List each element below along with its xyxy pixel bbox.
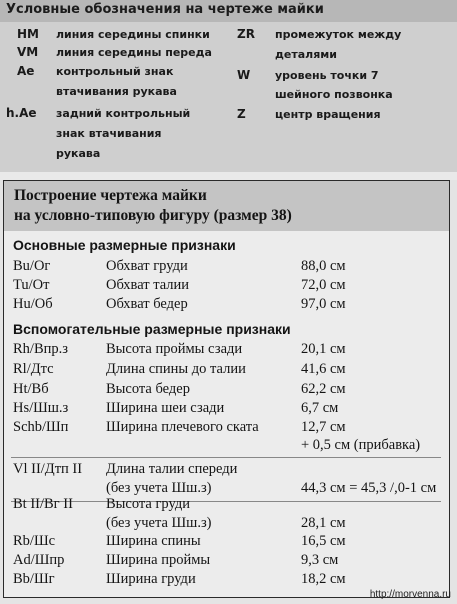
cell-name: Высота проймы сзади (106, 341, 243, 357)
legend-desc: шейного позвонка (275, 88, 393, 101)
cell-value-addition: + 0,5 см (прибавка) (301, 437, 421, 453)
legend-desc: линия середины переда (56, 46, 212, 59)
section-heading: Вспомогательные размерные признаки (13, 321, 291, 337)
row-divider (11, 457, 441, 458)
cell-code: Schb/Шп (13, 419, 69, 435)
cell-name: Ширина проймы (106, 552, 211, 568)
legend-abbr: HM (17, 27, 39, 41)
legend-desc: линия середины спинки (56, 28, 210, 41)
legend-desc: задний контрольный (56, 107, 191, 120)
cell-value: 9,3 см (301, 552, 339, 568)
cell-name: Ширина шеи сзади (106, 400, 225, 416)
cell-value: 97,0 см (301, 296, 346, 312)
cell-value: 20,1 см (301, 341, 346, 357)
legend-abbr: ZR (237, 27, 255, 41)
legend-desc: контрольный знак (56, 65, 174, 78)
legend-panel (0, 0, 457, 172)
cell-code: Rb/Шс (13, 533, 56, 549)
cell-code: Bu/Ог (13, 258, 51, 274)
cell-value: 16,5 см (301, 533, 346, 549)
cell-code: Vl II/Дтп II (13, 461, 83, 477)
legend-desc: центр вращения (275, 108, 381, 121)
cell-value: 44,3 см = 45,3 /,0-1 см (301, 480, 437, 496)
cell-value: 72,0 см (301, 277, 346, 293)
cell-name: Обхват талии (106, 277, 190, 293)
legend-abbr: Ae (17, 64, 35, 78)
legend-desc: втачивания рукава (56, 85, 177, 98)
cell-code: Rh/Впр.з (13, 341, 68, 357)
legend-abbr: Z (237, 107, 246, 121)
cell-value: 62,2 см (301, 381, 346, 397)
cell-name: Обхват бедер (106, 296, 188, 312)
construction-table (3, 180, 450, 598)
cell-name: Ширина плечевого ската (106, 419, 259, 435)
cell-code: Tu/От (13, 277, 50, 293)
cell-name: Длина талии спереди (106, 461, 238, 477)
cell-value: 18,2 см (301, 571, 346, 587)
cell-name: Длина спины до талии (106, 361, 246, 377)
cell-code: Bb/Шг (13, 571, 55, 587)
section-heading: Основные размерные признаки (13, 237, 236, 253)
cell-code: Rl/Дтс (13, 361, 54, 377)
cell-value: 88,0 см (301, 258, 346, 274)
cell-code: Bt II/Вг II (13, 496, 73, 512)
legend-abbr: h.Ae (6, 106, 37, 120)
row-divider (11, 501, 441, 502)
cell-value: 12,7 см (301, 419, 346, 435)
cell-code: Ad/Шпр (13, 552, 65, 568)
cell-code: Hu/Об (13, 296, 53, 312)
cell-name: Обхват груди (106, 258, 188, 274)
cell-name: (без учета Шш.з) (106, 480, 212, 496)
legend-desc: рукава (56, 147, 101, 160)
separator (0, 172, 457, 180)
legend-desc: знак втачивания (56, 127, 162, 140)
cell-name: Ширина спины (106, 533, 201, 549)
table-subtitle: на условно-типовую фигуру (размер 38) (14, 207, 292, 224)
cell-value: 28,1 см (301, 515, 346, 531)
legend-desc: деталями (275, 48, 337, 61)
legend-desc: уровень точки 7 (275, 69, 379, 82)
cell-value: 6,7 см (301, 400, 339, 416)
cell-name: Высота груди (106, 496, 190, 512)
legend-abbr: W (237, 68, 251, 82)
legend-abbr: VM (17, 45, 39, 59)
watermark: http://morvenna.ru (369, 589, 451, 600)
legend-desc: промежуток между (275, 28, 402, 41)
table-title: Построение чертежа майки (14, 187, 207, 204)
cell-code: Ht/Вб (13, 381, 49, 397)
legend-title: Условные обозначения на чертеже майки (6, 2, 324, 17)
cell-name: (без учета Шш.з) (106, 515, 212, 531)
cell-code: Hs/Шш.з (13, 400, 69, 416)
cell-name: Высота бедер (106, 381, 190, 397)
cell-value: 41,6 см (301, 361, 346, 377)
cell-name: Ширина груди (106, 571, 196, 587)
